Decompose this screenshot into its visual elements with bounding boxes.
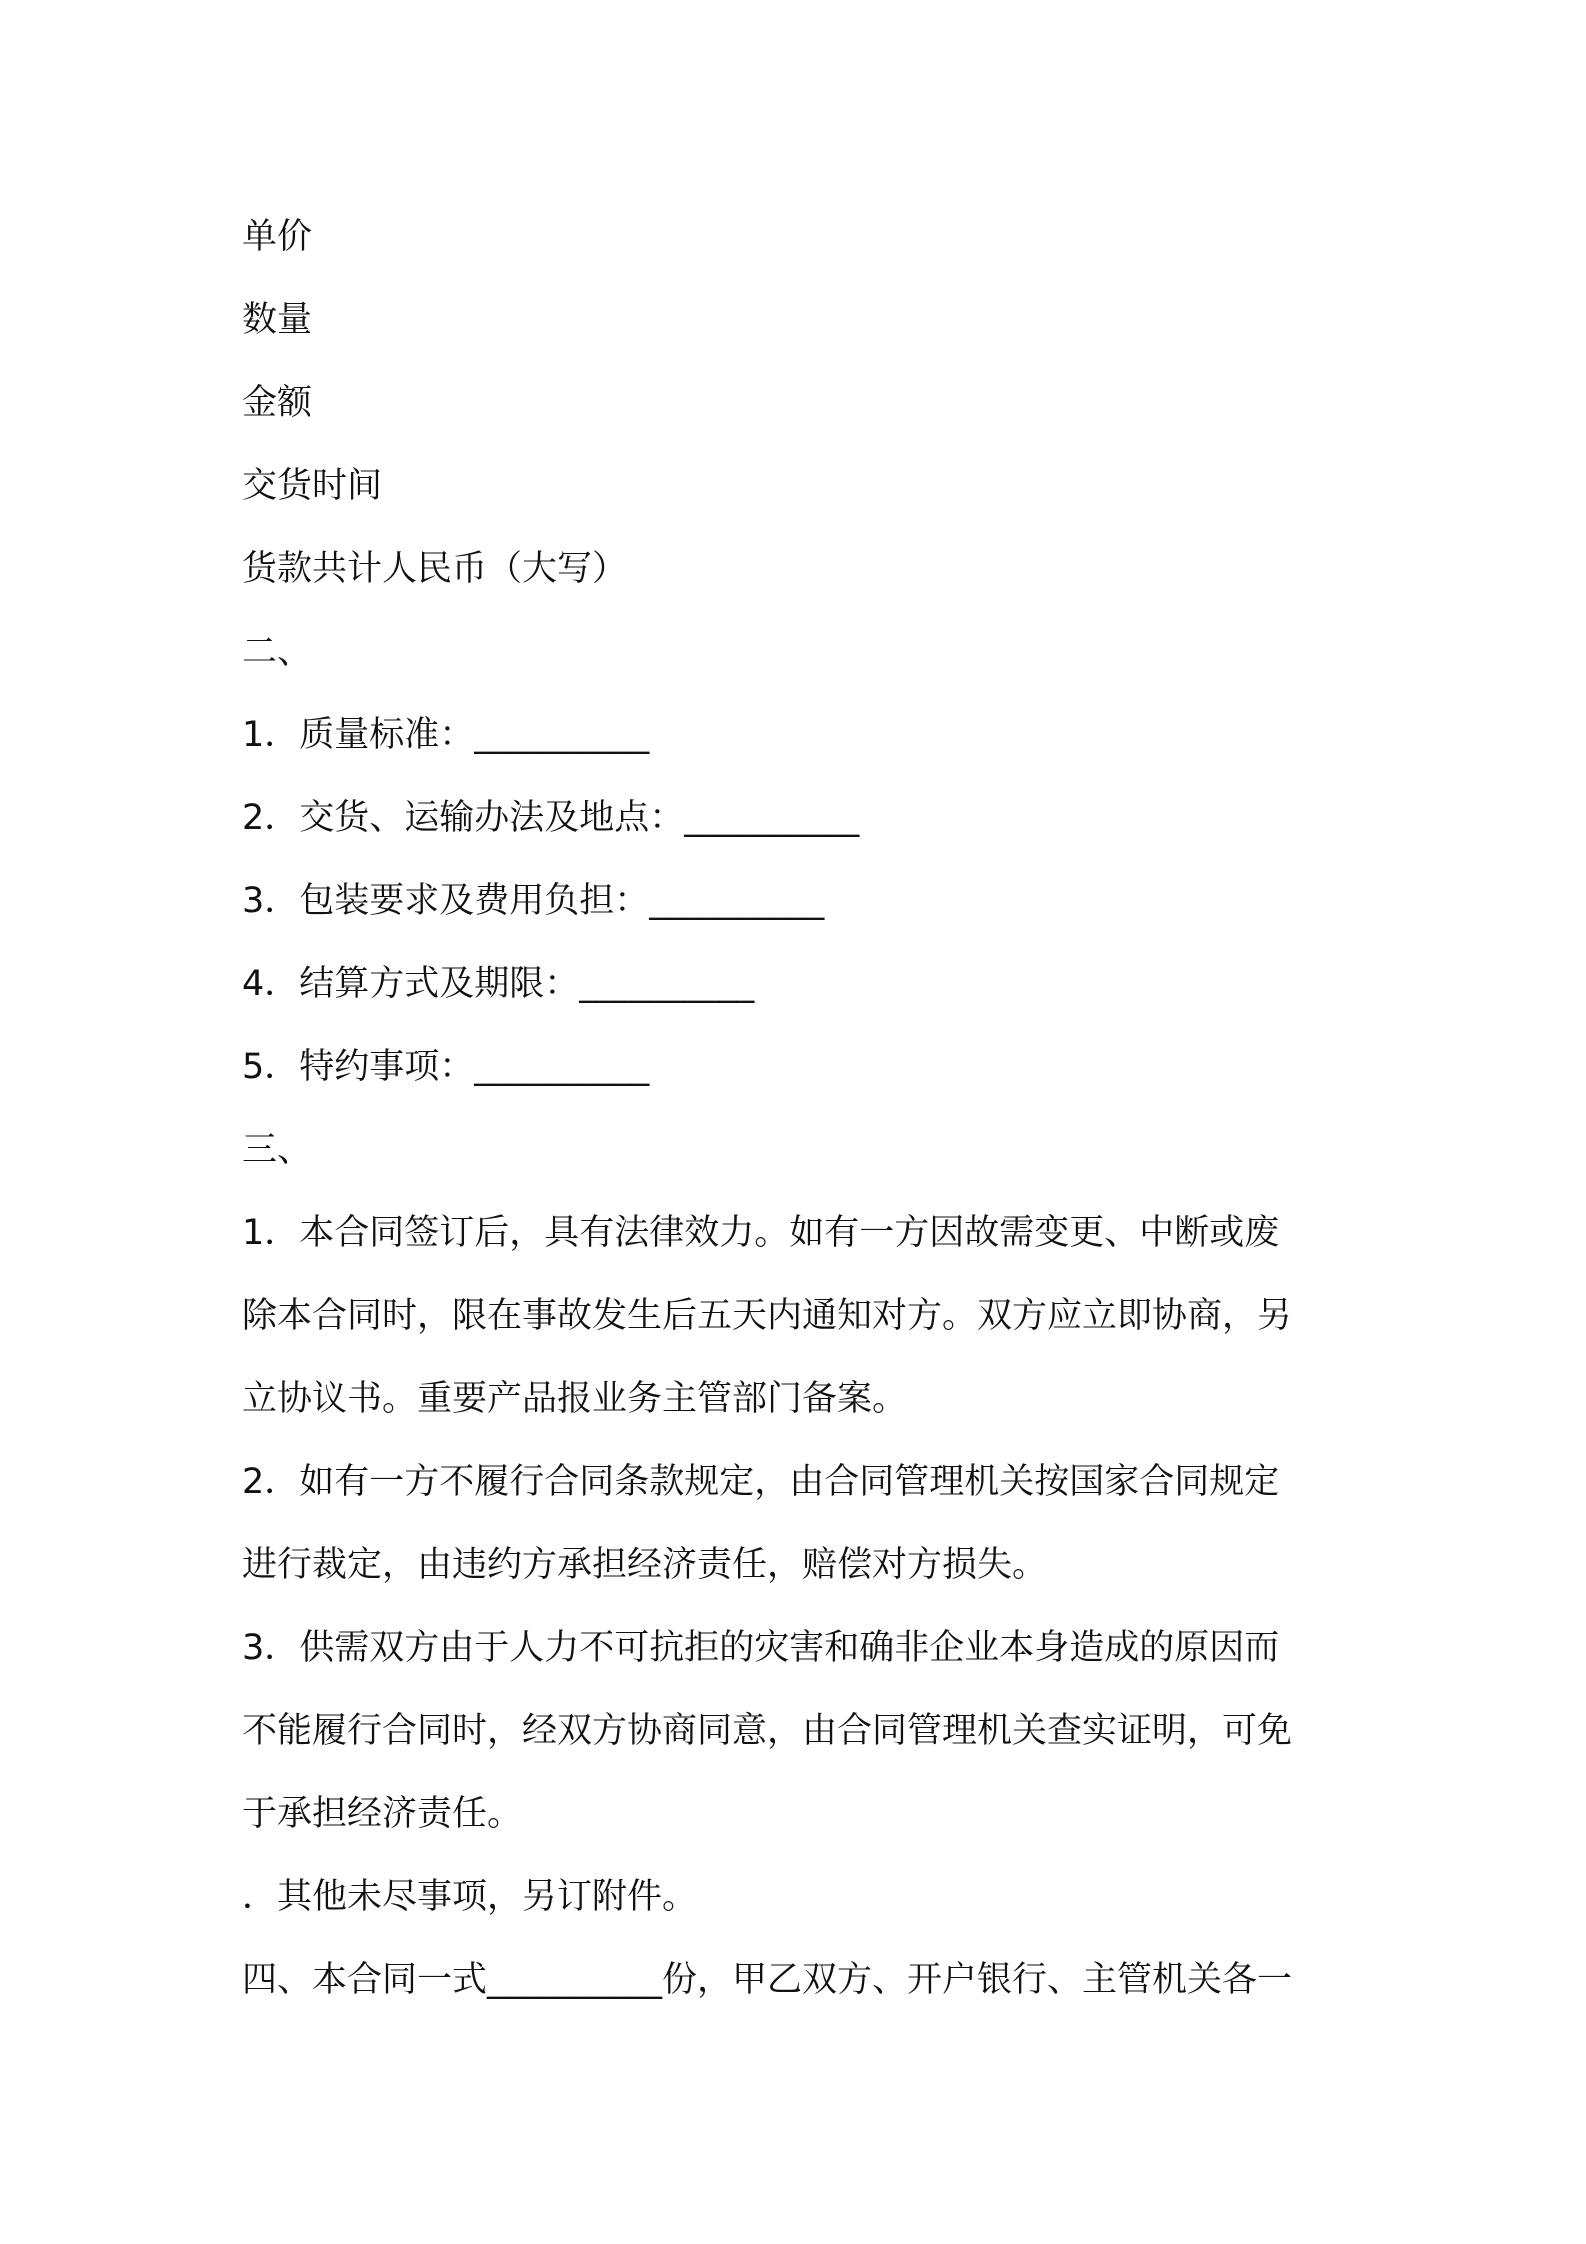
clause-quality-standard: 1．质量标准：__________ — [242, 715, 650, 755]
clause-special-terms: 5．特约事项：__________ — [242, 1047, 650, 1087]
item-unit-price: 单价 — [242, 217, 313, 257]
paragraph-line: 除本合同时，限在事故发生后五天内通知对方。双方应立即协商，另 — [242, 1296, 1293, 1336]
item-amount: 金额 — [242, 383, 313, 423]
section-heading-4-line: 四、本合同一式__________份，甲乙双方、开户银行、主管机关各一 — [242, 1960, 1293, 2000]
clause-delivery-transport: 2．交货、运输办法及地点：__________ — [242, 798, 860, 838]
section-heading-3: 三、 — [242, 1130, 313, 1170]
item-delivery-time: 交货时间 — [242, 466, 383, 506]
document-body — [242, 196, 1362, 2022]
paragraph-line: ．其他未尽事项，另订附件。 — [242, 1877, 698, 1917]
paragraph-line: 进行裁定，由违约方承担经济责任，赔偿对方损失。 — [242, 1545, 1048, 1585]
clause-packaging: 3．包装要求及费用负担：__________ — [242, 881, 825, 921]
section-heading-2: 二、 — [242, 632, 313, 672]
item-total-rmb: 货款共计人民币（大写） — [242, 549, 628, 589]
paragraph-line: 3．供需双方由于人力不可抗拒的灾害和确非企业本身造成的原因而 — [242, 1628, 1280, 1668]
paragraph-line: 于承担经济责任。 — [242, 1794, 523, 1834]
item-quantity: 数量 — [242, 300, 313, 340]
paragraph-line: 立协议书。重要产品报业务主管部门备案。 — [242, 1379, 908, 1419]
paragraph-line: 1．本合同签订后，具有法律效力。如有一方因故需变更、中断或废 — [242, 1213, 1280, 1253]
paragraph-line: 不能履行合同时，经双方协商同意，由合同管理机关查实证明，可免 — [242, 1711, 1293, 1751]
clause-settlement: 4．结算方式及期限：__________ — [242, 964, 755, 1004]
paragraph-line: 2．如有一方不履行合同条款规定，由合同管理机关按国家合同规定 — [242, 1462, 1280, 1502]
